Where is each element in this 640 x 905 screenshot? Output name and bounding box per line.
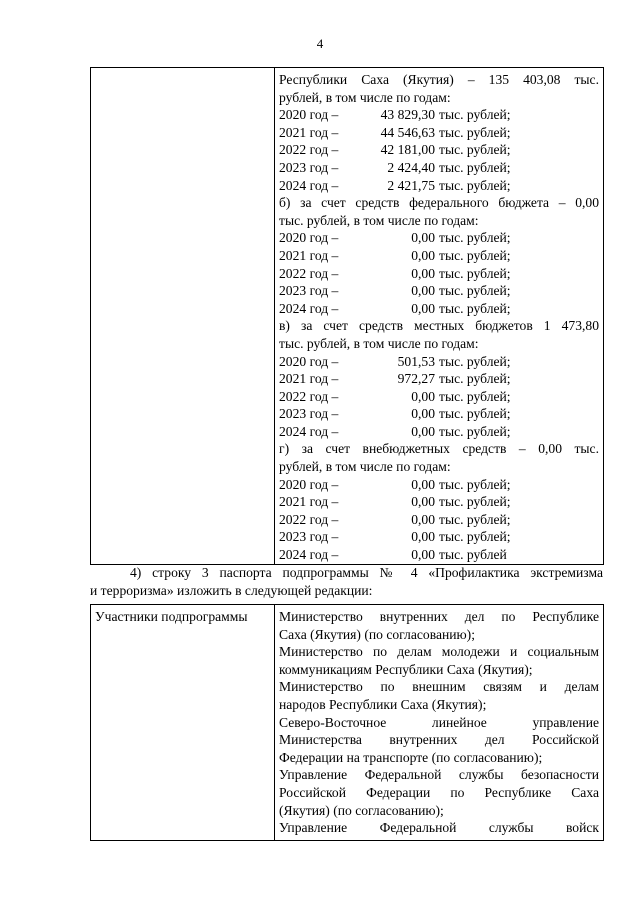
paragraph-line: 4) строку 3 паспорта подпрограммы № 4 «Профилактика экстремизма (130, 565, 603, 580)
year-label: 2021 год – (279, 494, 339, 510)
participants-list (279, 608, 599, 837)
unit-label: тыс. рублей; (439, 353, 511, 369)
unit-label: тыс. рублей; (439, 283, 511, 299)
amount-value: 0,00 (411, 511, 435, 527)
year-funding-line (279, 282, 599, 300)
participants-label-cell (91, 605, 275, 841)
year-list (279, 229, 599, 317)
participant-line: Министерство внутренних дел по Республике (279, 609, 599, 624)
unit-label: тыс. рублей; (439, 388, 511, 404)
year-funding-line (279, 476, 599, 494)
amount-value: 0,00 (411, 283, 435, 299)
year-funding-line (279, 265, 599, 283)
amount-value: 2 421,75 (387, 177, 435, 193)
year-label: 2022 год – (279, 142, 339, 158)
year-label: 2020 год – (279, 353, 339, 369)
unit-label: тыс. рублей; (439, 423, 511, 439)
participants-row (91, 605, 604, 841)
participant-line: Северо-Восточное линейное управление (279, 714, 599, 730)
participant-line: Федерации на транспорте (по согласованию); (279, 749, 543, 765)
year-funding-line (279, 546, 599, 564)
amount-value: 2 424,40 (387, 159, 435, 175)
amount-value: 0,00 (411, 300, 435, 316)
year-list (279, 476, 599, 564)
year-funding-line (279, 423, 599, 441)
participant-line: Саха (Якутия) (по согласованию); (279, 626, 475, 642)
participant-line: Министерство по делам молодежи и социальным (279, 644, 599, 660)
participant-line: Управление Федеральной службы войск (279, 820, 599, 836)
year-funding-line (279, 229, 599, 247)
year-label: 2022 год – (279, 511, 339, 527)
unit-label: тыс. рублей; (439, 142, 511, 158)
year-funding-line (279, 405, 599, 423)
amount-value: 972,27 (397, 371, 435, 387)
participant-line: Российской Федерации по Республике Саха (279, 784, 599, 800)
paragraph-line: и терроризма» изложить в следующей редакции: (90, 583, 373, 598)
amount-value: 0,00 (411, 230, 435, 246)
unit-label: тыс. рублей (439, 547, 507, 563)
funding-text-line: б) за счет средств федерального бюджета – 0,00 (279, 195, 599, 211)
amount-value: 0,00 (411, 547, 435, 563)
year-funding-line (279, 300, 599, 318)
unit-label: тыс. рублей; (439, 107, 511, 123)
year-label: 2022 год – (279, 388, 339, 404)
amendment-paragraph (90, 564, 603, 600)
year-funding-line (279, 124, 599, 142)
amount-value: 43 829,30 (380, 107, 435, 123)
participant-line: народов Республики Саха (Якутия); (279, 696, 487, 712)
amount-value: 0,00 (411, 494, 435, 510)
year-funding-line (279, 106, 599, 124)
participant-line: Министерства внутренних дел Российской (279, 732, 599, 748)
year-label: 2024 год – (279, 177, 339, 193)
unit-label: тыс. рублей; (439, 371, 511, 387)
funding-text-line: рублей, в том числе по годам: (279, 89, 451, 105)
year-funding-line (279, 528, 599, 546)
year-list (279, 106, 599, 194)
year-label: 2023 год – (279, 283, 339, 299)
funding-text-line: в) за счет средств местных бюджетов 1 473,80 (279, 318, 599, 334)
year-label: 2021 год – (279, 124, 339, 140)
unit-label: тыс. рублей; (439, 529, 511, 545)
unit-label: тыс. рублей; (439, 476, 511, 492)
year-label: 2024 год – (279, 300, 339, 316)
amount-value: 44 546,63 (380, 124, 435, 140)
participant-line: (Якутия) (по согласованию); (279, 802, 444, 818)
unit-label: тыс. рублей; (439, 177, 511, 193)
funding-text-line: рублей, в том числе по годам: (279, 459, 451, 475)
funding-table (90, 67, 604, 565)
funding-row (91, 68, 604, 565)
funding-text-line: тыс. рублей, в том числе по годам: (279, 212, 479, 228)
unit-label: тыс. рублей; (439, 124, 511, 140)
participant-line: Управление Федеральной службы безопасности (279, 767, 599, 783)
unit-label: тыс. рублей; (439, 247, 511, 263)
unit-label: тыс. рублей; (439, 300, 511, 316)
amount-value: 0,00 (411, 388, 435, 404)
amount-value: 0,00 (411, 406, 435, 422)
funding-text-line: г) за счет внебюджетных средств – 0,00 тыс. (279, 441, 599, 457)
participants-list-cell (275, 605, 604, 841)
amount-value: 0,00 (411, 265, 435, 281)
year-label: 2024 год – (279, 423, 339, 439)
year-list (279, 353, 599, 441)
year-label: 2020 год – (279, 107, 339, 123)
page-number: 4 (316, 36, 324, 51)
funding-text-line: Республики Саха (Якутия) – 135 403,08 тыс. (279, 72, 599, 87)
year-label: 2020 год – (279, 230, 339, 246)
year-funding-line (279, 141, 599, 159)
year-label: 2023 год – (279, 406, 339, 422)
unit-label: тыс. рублей; (439, 494, 511, 510)
amount-value: 0,00 (411, 423, 435, 439)
funding-sources-cell (275, 68, 604, 565)
year-funding-line (279, 388, 599, 406)
participant-line: Министерство по внешним связям и делам (279, 679, 599, 695)
unit-label: тыс. рублей; (439, 230, 511, 246)
participant-line: коммуникациям Республики Саха (Якутия); (279, 661, 533, 677)
participants-table (90, 604, 604, 841)
amount-value: 0,00 (411, 529, 435, 545)
amount-value: 501,53 (397, 353, 435, 369)
year-funding-line (279, 177, 599, 195)
year-funding-line (279, 353, 599, 371)
amount-value: 0,00 (411, 476, 435, 492)
unit-label: тыс. рублей; (439, 406, 511, 422)
unit-label: тыс. рублей; (439, 265, 511, 281)
year-label: 2021 год – (279, 247, 339, 263)
year-label: 2024 год – (279, 547, 339, 563)
year-funding-line (279, 511, 599, 529)
year-label: 2020 год – (279, 476, 339, 492)
funding-text-line: тыс. рублей, в том числе по годам: (279, 335, 479, 351)
funding-label-cell (91, 68, 275, 565)
year-label: 2023 год – (279, 529, 339, 545)
year-label: 2022 год – (279, 265, 339, 281)
amount-value: 42 181,00 (380, 142, 435, 158)
year-label: 2021 год – (279, 371, 339, 387)
unit-label: тыс. рублей; (439, 159, 511, 175)
year-funding-line (279, 159, 599, 177)
year-funding-line (279, 370, 599, 388)
year-label: 2023 год – (279, 159, 339, 175)
participants-label: Участники подпрограммы (95, 609, 248, 624)
unit-label: тыс. рублей; (439, 511, 511, 527)
year-funding-line (279, 493, 599, 511)
amount-value: 0,00 (411, 247, 435, 263)
year-funding-line (279, 247, 599, 265)
